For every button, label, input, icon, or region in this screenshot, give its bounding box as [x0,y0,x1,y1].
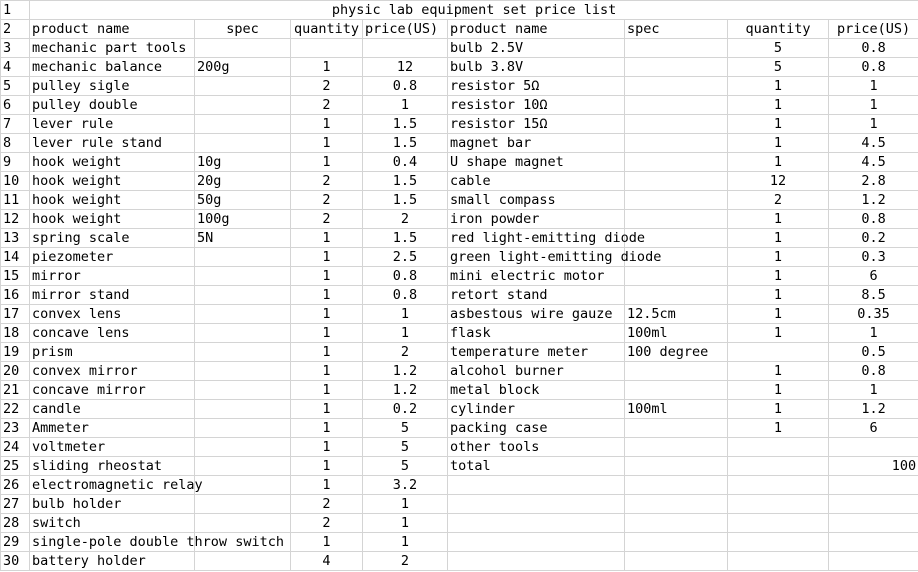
cell-price[interactable]: 1 [363,495,448,514]
row-number[interactable]: 6 [1,96,30,115]
table-row [1,419,918,438]
cell-price-2[interactable]: 0.2 [829,229,918,248]
cell-price-2[interactable]: 1 [829,381,918,400]
cell-product-name-2[interactable] [448,533,625,552]
cell-quantity[interactable] [291,39,363,58]
cell-spec[interactable] [195,267,291,286]
row-number[interactable]: 17 [1,305,30,324]
cell-price[interactable]: 2.5 [363,248,448,267]
cell-price-2[interactable]: 1 [829,324,918,343]
cell-price[interactable]: 2 [363,343,448,362]
cell-product-name[interactable]: candle [30,400,195,419]
cell-quantity[interactable]: 1 [291,400,363,419]
cell-spec-2[interactable] [625,419,728,438]
cell-quantity-2[interactable]: 1 [728,267,829,286]
cell-quantity[interactable]: 2 [291,191,363,210]
cell-price-2[interactable] [829,552,918,571]
cell-price-2[interactable] [829,495,918,514]
cell-product-name-2[interactable]: flask [448,324,625,343]
cell-quantity[interactable]: 1 [291,438,363,457]
cell-price[interactable]: 0.4 [363,153,448,172]
cell-price[interactable]: 1.5 [363,115,448,134]
cell-spec-2[interactable] [625,552,728,571]
cell-product-name[interactable]: sliding rheostat [30,457,195,476]
cell-product-name[interactable]: mechanic part tools [30,39,195,58]
cell-product-name[interactable]: concave mirror [30,381,195,400]
cell-spec[interactable] [195,476,291,495]
cell-quantity[interactable]: 2 [291,514,363,533]
cell-product-name[interactable]: lever rule [30,115,195,134]
cell-quantity-2[interactable]: 12 [728,172,829,191]
cell-product-name-2[interactable]: metal block [448,381,625,400]
row-number[interactable]: 2 [1,20,30,39]
cell-product-name[interactable]: hook weight [30,210,195,229]
cell-quantity[interactable]: 1 [291,362,363,381]
cell-quantity-2[interactable]: 1 [728,248,829,267]
cell-spec[interactable]: 50g [195,191,291,210]
row-number[interactable]: 21 [1,381,30,400]
cell-spec-2[interactable] [625,191,728,210]
cell-quantity-2[interactable] [728,438,829,457]
cell-quantity-2[interactable] [728,457,829,476]
table-row [1,115,918,134]
cell-spec-2[interactable] [625,362,728,381]
cell-quantity-2[interactable]: 5 [728,58,829,77]
cell-spec[interactable] [195,96,291,115]
row-number[interactable]: 29 [1,533,30,552]
cell-spec-2[interactable] [625,533,728,552]
table-row [1,552,918,571]
row-number[interactable]: 7 [1,115,30,134]
cell-quantity[interactable]: 1 [291,305,363,324]
table-row [1,381,918,400]
cell-product-name-2[interactable]: retort stand [448,286,625,305]
table-row [1,457,918,476]
cell-price-2[interactable]: 8.5 [829,286,918,305]
cell-price[interactable]: 1 [363,305,448,324]
cell-product-name[interactable]: hook weight [30,191,195,210]
cell-product-name[interactable]: voltmeter [30,438,195,457]
header-quantity-2[interactable]: quantity [728,20,829,39]
row-number[interactable]: 19 [1,343,30,362]
cell-spec[interactable] [195,248,291,267]
table-row [1,514,918,533]
cell-spec[interactable] [195,362,291,381]
header-quantity[interactable]: quantity [291,20,363,39]
cell-product-name-2[interactable]: resistor 15Ω [448,115,625,134]
cell-spec[interactable] [195,77,291,96]
cell-product-name-2[interactable]: bulb 3.8V [448,58,625,77]
cell-price-2[interactable]: 100 [829,457,918,476]
cell-spec-2[interactable]: 12.5cm [625,305,728,324]
cell-price[interactable]: 1 [363,324,448,343]
cell-product-name[interactable]: single-pole double throw switch [30,533,195,552]
cell-quantity[interactable]: 1 [291,134,363,153]
table-row [1,39,918,58]
row-number[interactable]: 9 [1,153,30,172]
sheet-title[interactable]: physic lab equipment set price list [30,1,918,20]
cell-price-2[interactable]: 0.8 [829,58,918,77]
row-number[interactable]: 22 [1,400,30,419]
table-row [1,96,918,115]
table-row [1,305,918,324]
cell-quantity[interactable]: 1 [291,267,363,286]
row-number[interactable]: 27 [1,495,30,514]
table-row [1,229,918,248]
cell-spec-2[interactable] [625,77,728,96]
cell-price-2[interactable]: 4.5 [829,134,918,153]
cell-product-name[interactable]: lever rule stand [30,134,195,153]
table-row [1,134,918,153]
cell-quantity-2[interactable] [728,514,829,533]
cell-spec[interactable] [195,419,291,438]
cell-quantity-2[interactable]: 1 [728,400,829,419]
cell-product-name-2[interactable]: U shape magnet [448,153,625,172]
header-price-2[interactable]: price(US) [829,20,918,39]
cell-price-2[interactable]: 6 [829,419,918,438]
cell-spec-2[interactable] [625,286,728,305]
cell-product-name-2[interactable]: magnet bar [448,134,625,153]
cell-price-2[interactable]: 0.8 [829,39,918,58]
cell-quantity-2[interactable]: 5 [728,39,829,58]
cell-quantity[interactable]: 1 [291,533,363,552]
cell-spec[interactable]: 20g [195,172,291,191]
cell-spec[interactable] [195,400,291,419]
cell-price[interactable]: 0.8 [363,286,448,305]
cell-product-name-2[interactable]: cylinder [448,400,625,419]
cell-product-name[interactable]: electromagnetic relay [30,476,195,495]
cell-product-name[interactable]: concave lens [30,324,195,343]
row-number[interactable]: 4 [1,58,30,77]
table-row [1,210,918,229]
cell-quantity-2[interactable]: 1 [728,210,829,229]
cell-product-name[interactable]: switch [30,514,195,533]
cell-product-name[interactable]: hook weight [30,153,195,172]
cell-quantity-2[interactable]: 1 [728,362,829,381]
cell-quantity[interactable]: 2 [291,172,363,191]
cell-price[interactable]: 3.2 [363,476,448,495]
cell-price-2[interactable] [829,476,918,495]
cell-product-name-2[interactable]: temperature meter [448,343,625,362]
cell-spec-2[interactable] [625,134,728,153]
cell-product-name[interactable]: spring scale [30,229,195,248]
cell-price[interactable]: 2 [363,552,448,571]
cell-quantity[interactable]: 1 [291,324,363,343]
cell-product-name-2[interactable] [448,514,625,533]
cell-spec-2[interactable] [625,476,728,495]
table-row [1,248,918,267]
row-number[interactable]: 23 [1,419,30,438]
cell-spec[interactable]: 200g [195,58,291,77]
cell-spec[interactable] [195,286,291,305]
cell-quantity-2[interactable]: 1 [728,229,829,248]
cell-product-name[interactable]: Ammeter [30,419,195,438]
table-row [1,58,918,77]
cell-price[interactable]: 5 [363,419,448,438]
cell-quantity-2[interactable]: 2 [728,191,829,210]
cell-quantity[interactable]: 2 [291,77,363,96]
cell-product-name-2[interactable]: resistor 5Ω [448,77,625,96]
cell-spec[interactable] [195,324,291,343]
cell-price-2[interactable]: 2.8 [829,172,918,191]
cell-price[interactable]: 5 [363,457,448,476]
cell-price-2[interactable] [829,514,918,533]
cell-quantity-2[interactable] [728,552,829,571]
cell-product-name-2[interactable]: alcohol burner [448,362,625,381]
cell-quantity[interactable]: 1 [291,115,363,134]
cell-spec[interactable] [195,39,291,58]
table-row [1,286,918,305]
cell-spec-2[interactable] [625,96,728,115]
row-number[interactable]: 15 [1,267,30,286]
cell-product-name[interactable]: prism [30,343,195,362]
cell-quantity[interactable]: 4 [291,552,363,571]
cell-product-name-2[interactable] [448,552,625,571]
table-row [1,400,918,419]
table-row [1,533,918,552]
cell-price-2[interactable] [829,533,918,552]
cell-quantity[interactable]: 2 [291,210,363,229]
row-number[interactable]: 16 [1,286,30,305]
cell-product-name[interactable]: bulb holder [30,495,195,514]
cell-spec-2[interactable] [625,58,728,77]
cell-price[interactable]: 1.5 [363,134,448,153]
table-row [1,153,918,172]
row-number[interactable]: 28 [1,514,30,533]
cell-product-name-2[interactable] [448,495,625,514]
table-row [1,362,918,381]
cell-spec[interactable]: 100g [195,210,291,229]
cell-spec[interactable] [195,343,291,362]
cell-product-name[interactable]: pulley double [30,96,195,115]
cell-quantity[interactable]: 1 [291,457,363,476]
table-row [1,191,918,210]
cell-spec-2[interactable] [625,381,728,400]
cell-product-name[interactable]: piezometer [30,248,195,267]
cell-product-name-2[interactable]: green light-emitting diode [448,248,625,267]
cell-spec-2[interactable] [625,438,728,457]
cell-price-2[interactable]: 0.35 [829,305,918,324]
row-number[interactable]: 12 [1,210,30,229]
cell-spec[interactable]: 5N [195,229,291,248]
cell-quantity[interactable]: 1 [291,58,363,77]
cell-product-name-2[interactable]: mini electric motor [448,267,625,286]
row-number[interactable]: 20 [1,362,30,381]
cell-spec-2[interactable] [625,267,728,286]
cell-product-name-2[interactable]: red light-emitting diode [448,229,625,248]
cell-spec[interactable] [195,495,291,514]
cell-quantity-2[interactable]: 1 [728,381,829,400]
cell-quantity[interactable]: 1 [291,229,363,248]
cell-quantity[interactable]: 2 [291,495,363,514]
cell-product-name-2[interactable]: resistor 10Ω [448,96,625,115]
cell-quantity[interactable]: 1 [291,153,363,172]
cell-price[interactable]: 1 [363,96,448,115]
cell-product-name-2[interactable]: asbestous wire gauze [448,305,625,324]
table-row [1,77,918,96]
cell-price[interactable] [363,39,448,58]
cell-price[interactable]: 1.2 [363,362,448,381]
cell-quantity[interactable]: 1 [291,343,363,362]
row-number[interactable]: 8 [1,134,30,153]
cell-quantity-2[interactable]: 1 [728,77,829,96]
cell-price[interactable]: 1.2 [363,381,448,400]
cell-quantity-2[interactable]: 1 [728,286,829,305]
cell-spec[interactable] [195,552,291,571]
row-number[interactable]: 30 [1,552,30,571]
header-price[interactable]: price(US) [363,20,448,39]
cell-price[interactable]: 1 [363,533,448,552]
cell-spec[interactable] [195,305,291,324]
cell-product-name-2[interactable]: bulb 2.5V [448,39,625,58]
cell-spec[interactable] [195,134,291,153]
cell-spec[interactable] [195,438,291,457]
cell-quantity[interactable]: 1 [291,248,363,267]
cell-product-name[interactable]: convex mirror [30,362,195,381]
cell-price-2[interactable]: 6 [829,267,918,286]
cell-price[interactable]: 1.5 [363,191,448,210]
table-row [1,172,918,191]
cell-price[interactable]: 0.8 [363,77,448,96]
table-row [1,438,918,457]
cell-price-2[interactable]: 0.8 [829,362,918,381]
cell-price[interactable]: 1.5 [363,229,448,248]
cell-product-name-2[interactable]: cable [448,172,625,191]
cell-spec[interactable] [195,457,291,476]
cell-spec-2[interactable] [625,495,728,514]
cell-quantity-2[interactable]: 1 [728,324,829,343]
table-row [1,267,918,286]
cell-price-2[interactable]: 1 [829,77,918,96]
cell-quantity-2[interactable] [728,343,829,362]
cell-price-2[interactable]: 0.5 [829,343,918,362]
cell-product-name[interactable]: mechanic balance [30,58,195,77]
cell-quantity-2[interactable]: 1 [728,153,829,172]
cell-price[interactable]: 0.2 [363,400,448,419]
cell-price-2[interactable]: 0.3 [829,248,918,267]
cell-quantity-2[interactable]: 1 [728,305,829,324]
cell-spec[interactable] [195,514,291,533]
cell-product-name-2[interactable]: small compass [448,191,625,210]
table-row [1,495,918,514]
row-number[interactable]: 11 [1,191,30,210]
cell-quantity[interactable]: 2 [291,96,363,115]
cell-quantity-2[interactable]: 1 [728,115,829,134]
cell-product-name[interactable]: convex lens [30,305,195,324]
cell-price[interactable]: 1 [363,514,448,533]
row-number[interactable]: 1 [1,1,30,20]
cell-spec-2[interactable] [625,172,728,191]
table-row [1,343,918,362]
cell-price[interactable]: 5 [363,438,448,457]
cell-product-name[interactable]: hook weight [30,172,195,191]
cell-quantity-2[interactable]: 1 [728,134,829,153]
header-product-name[interactable]: product name [30,20,195,39]
cell-quantity[interactable]: 1 [291,286,363,305]
cell-spec-2[interactable]: 100 degree [625,343,728,362]
cell-spec-2[interactable] [625,457,728,476]
cell-product-name-2[interactable]: other tools [448,438,625,457]
row-number[interactable]: 18 [1,324,30,343]
cell-quantity-2[interactable] [728,495,829,514]
row-number[interactable]: 3 [1,39,30,58]
cell-quantity[interactable]: 1 [291,381,363,400]
row-number[interactable]: 14 [1,248,30,267]
cell-price[interactable]: 2 [363,210,448,229]
cell-price-2[interactable]: 1 [829,96,918,115]
cell-spec-2[interactable] [625,153,728,172]
cell-price[interactable]: 12 [363,58,448,77]
cell-product-name[interactable]: mirror stand [30,286,195,305]
cell-quantity[interactable]: 1 [291,476,363,495]
row-number[interactable]: 26 [1,476,30,495]
cell-price-2[interactable]: 4.5 [829,153,918,172]
cell-spec[interactable]: 10g [195,153,291,172]
header-product-name-2[interactable]: product name [448,20,625,39]
cell-product-name-2[interactable]: iron powder [448,210,625,229]
row-number[interactable]: 25 [1,457,30,476]
cell-price-2[interactable] [829,438,918,457]
cell-product-name-2[interactable]: total [448,457,625,476]
cell-product-name[interactable]: pulley sigle [30,77,195,96]
cell-spec-2[interactable] [625,39,728,58]
table-row [1,324,918,343]
row-number[interactable]: 10 [1,172,30,191]
cell-spec-2[interactable]: 100ml [625,400,728,419]
row-number[interactable]: 13 [1,229,30,248]
cell-quantity[interactable]: 1 [291,419,363,438]
cell-price-2[interactable]: 1 [829,115,918,134]
header-spec-2[interactable]: spec [625,20,728,39]
cell-product-name[interactable]: mirror [30,267,195,286]
cell-price[interactable]: 1.5 [363,172,448,191]
cell-quantity-2[interactable]: 1 [728,96,829,115]
cell-spec-2[interactable] [625,514,728,533]
cell-price-2[interactable]: 1.2 [829,191,918,210]
cell-quantity-2[interactable] [728,476,829,495]
cell-price[interactable]: 0.8 [363,267,448,286]
table-row [1,476,918,495]
cell-spec-2[interactable] [625,210,728,229]
cell-quantity-2[interactable] [728,533,829,552]
cell-quantity-2[interactable]: 1 [728,419,829,438]
cell-spec[interactable] [195,115,291,134]
cell-spec[interactable] [195,381,291,400]
row-number[interactable]: 5 [1,77,30,96]
cell-product-name-2[interactable] [448,476,625,495]
row-number[interactable]: 24 [1,438,30,457]
cell-spec-2[interactable] [625,115,728,134]
cell-price-2[interactable]: 1.2 [829,400,918,419]
cell-spec-2[interactable]: 100ml [625,324,728,343]
cell-product-name[interactable]: battery holder [30,552,195,571]
cell-product-name-2[interactable]: packing case [448,419,625,438]
header-spec[interactable]: spec [195,20,291,39]
cell-price-2[interactable]: 0.8 [829,210,918,229]
